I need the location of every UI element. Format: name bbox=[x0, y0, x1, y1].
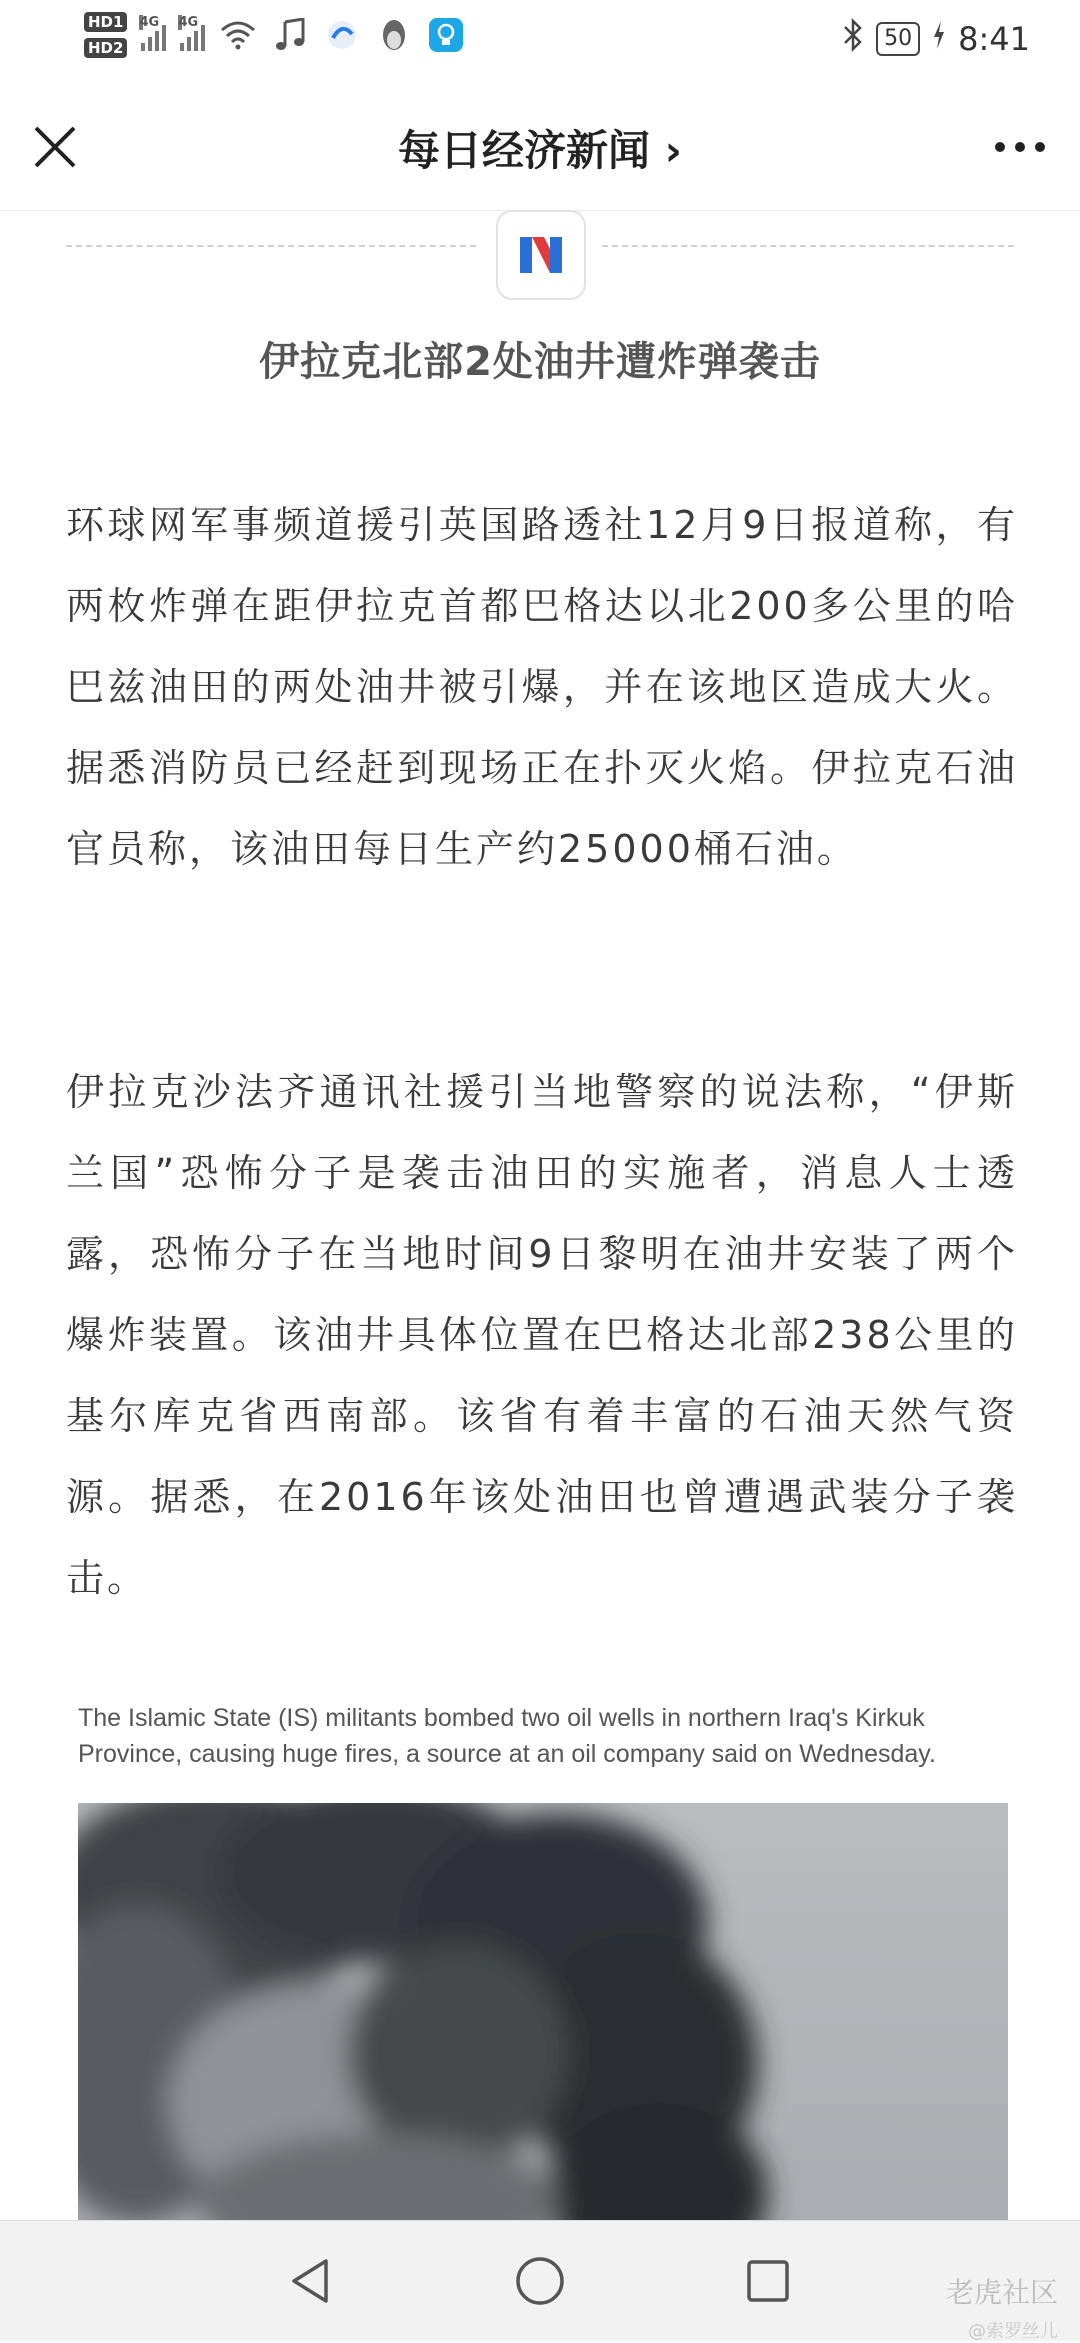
status-bar bbox=[0, 0, 1080, 80]
recents-button[interactable] bbox=[738, 2251, 798, 2311]
clock-time: 8:41 bbox=[958, 20, 1030, 58]
watermark-label: 老虎社区 bbox=[945, 2276, 1058, 2309]
divider-line-left bbox=[66, 245, 476, 247]
wifi-icon bbox=[219, 16, 257, 54]
divider-line-right bbox=[602, 245, 1014, 247]
signal-strength-2-icon bbox=[178, 15, 205, 51]
article-headline: 伊拉克北部2处油井遭炸弹袭击 bbox=[259, 339, 821, 385]
penguin-icon bbox=[375, 16, 413, 54]
hd2-badge: HD2 bbox=[84, 38, 127, 58]
network-type-2: 4G bbox=[178, 15, 199, 30]
smoke-plume-image bbox=[78, 1803, 1008, 2223]
publisher-logo bbox=[496, 210, 586, 300]
image-caption: The Islamic State (IS) militants bombed two oil wells in northern Iraq's Kirkuk Province, causing huge fires, a source at an oil company said on Wednesday. bbox=[78, 1704, 936, 1768]
account-title: 每日经济新闻 bbox=[398, 126, 651, 175]
back-button[interactable] bbox=[280, 2251, 340, 2311]
bluetooth-icon bbox=[842, 18, 864, 60]
chevron-right-icon: › bbox=[664, 126, 682, 175]
logo-divider bbox=[66, 210, 1014, 290]
signal-strength-1-icon bbox=[139, 15, 166, 51]
hd1-badge: HD1 bbox=[84, 12, 127, 32]
publisher-logo-icon bbox=[516, 233, 566, 277]
article-paragraph-1: 环球网军事频道援引英国路透社12月9日报道称，有两枚炸弹在距伊拉克首都巴格达以北200多公里的哈巴兹油田的两处油井被引爆，并在该地区造成大火。据悉消防员已经赶到现场正在扑灭火焰。伊拉克石油官员称，该油田每日生产约25000桶石油。 bbox=[66, 503, 1018, 871]
battery-level: 50 bbox=[876, 22, 920, 56]
more-dot-icon bbox=[995, 142, 1005, 152]
home-circle-icon bbox=[514, 2255, 566, 2307]
hd-indicators bbox=[84, 12, 127, 58]
account-title-link[interactable] bbox=[0, 118, 1080, 178]
system-nav-bar bbox=[0, 2220, 1080, 2341]
more-dot-icon bbox=[1035, 142, 1045, 152]
circle-app-icon bbox=[323, 16, 361, 54]
charging-icon bbox=[932, 20, 946, 58]
more-options-button[interactable] bbox=[990, 132, 1050, 162]
lightbulb-app-icon bbox=[427, 16, 465, 54]
network-type-1: 4G bbox=[139, 15, 160, 30]
more-dot-icon bbox=[1015, 142, 1025, 152]
recents-square-icon bbox=[744, 2257, 792, 2305]
article-photo[interactable] bbox=[78, 1803, 1008, 2223]
watermark-sub-label: @索罗丝儿 bbox=[968, 2321, 1058, 2342]
title-bar bbox=[0, 80, 1080, 211]
back-triangle-icon bbox=[288, 2257, 332, 2305]
music-icon bbox=[271, 16, 309, 54]
home-button[interactable] bbox=[510, 2251, 570, 2311]
article-paragraph-2: 伊拉克沙法齐通讯社援引当地警察的说法称，“伊斯兰国”恐怖分子是袭击油田的实施者，消息人士透露，恐怖分子在当地时间9日黎明在油井安装了两个爆炸装置。该油井具体位置在巴格达北部238公里的基尔库克省西南部。该省有着丰富的石油天然气资源。据悉，在2016年该处油田也曾遭遇武装分子袭击。 bbox=[66, 1070, 1018, 1600]
